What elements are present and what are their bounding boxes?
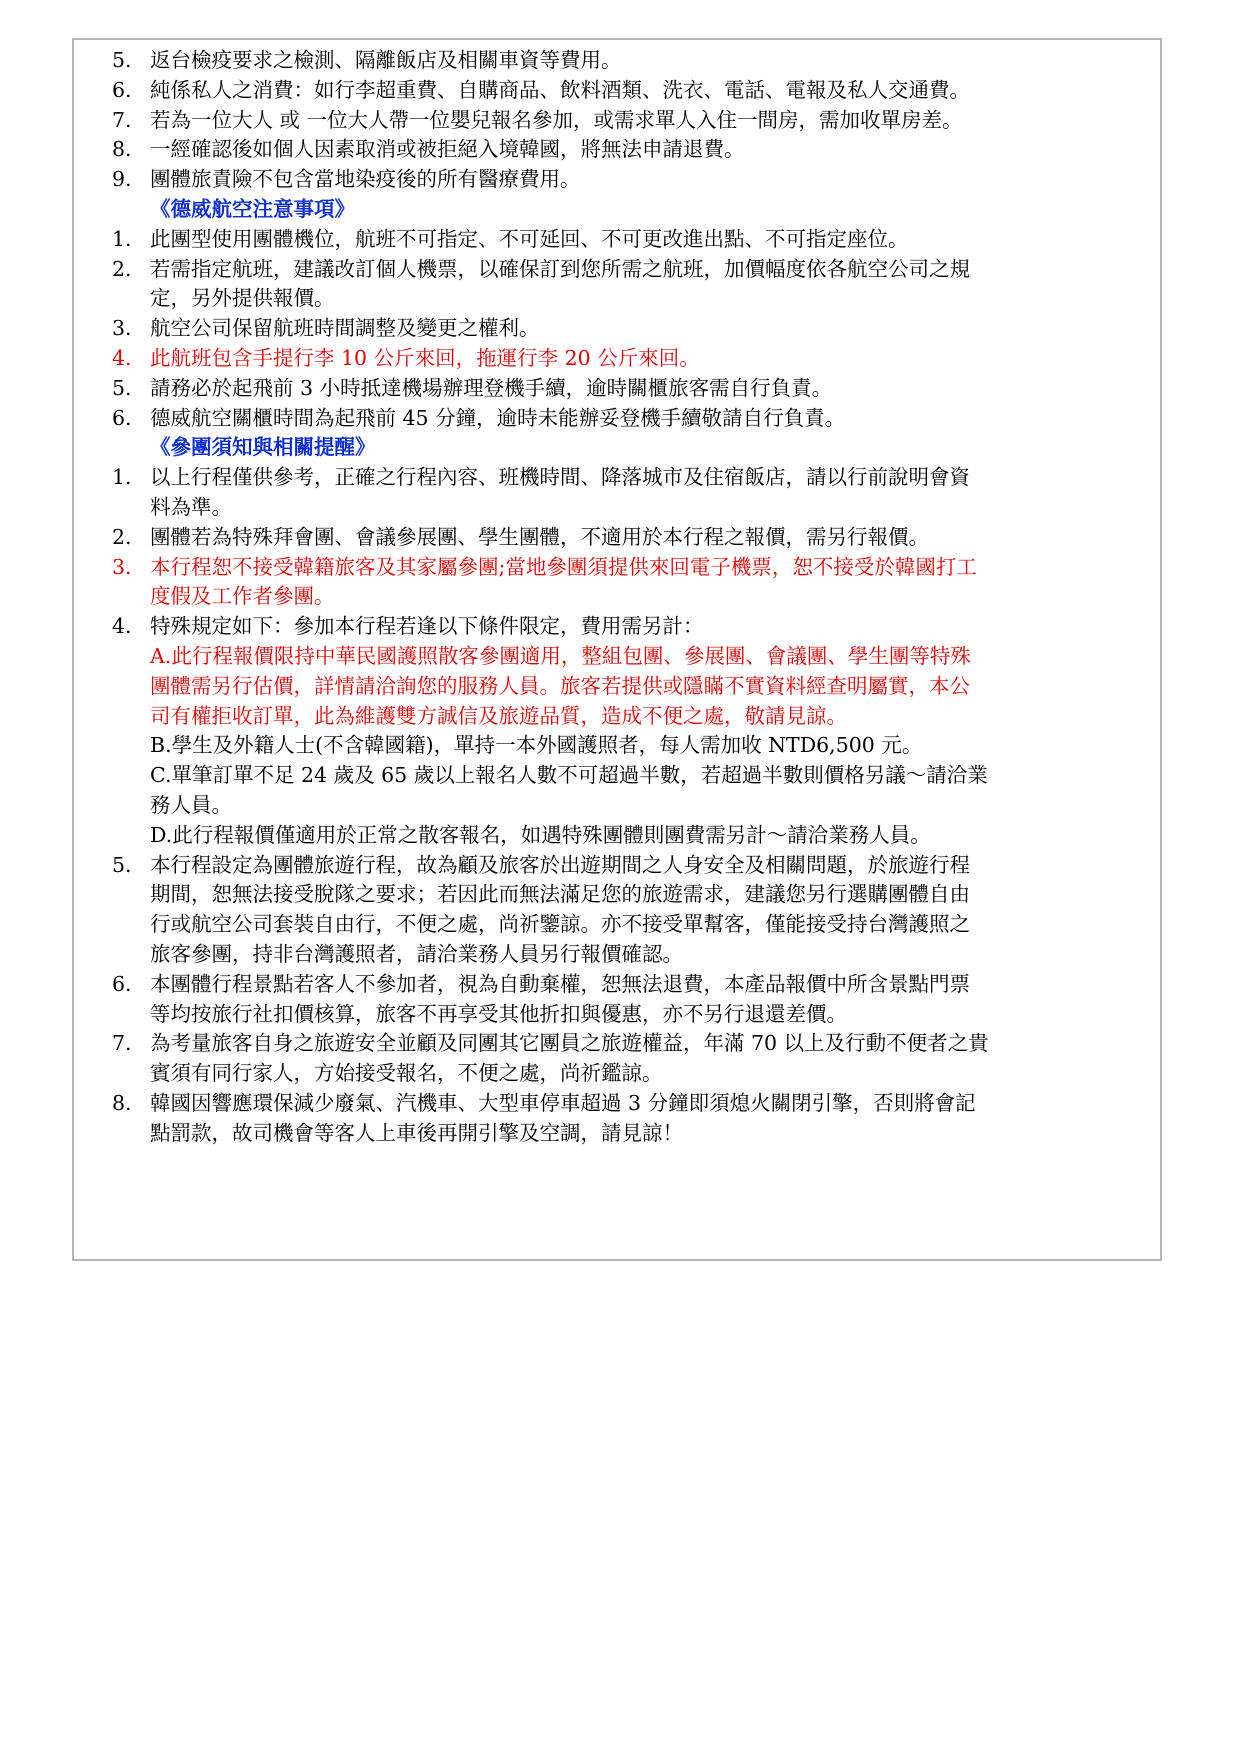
- list-item: [74, 729, 1160, 761]
- item-number: 1.: [112, 465, 132, 490]
- item-text: 一經確認後如個人因素取消或被拒絕入境韓國，將無法申請退費。: [150, 137, 745, 162]
- item-number: 8.: [112, 1091, 132, 1115]
- item-number: 1.: [112, 226, 132, 251]
- item-number: 5.: [112, 375, 132, 400]
- item-text: 旅客參團，持非台灣護照者，請洽業務人員另行報價確認。: [150, 942, 683, 966]
- list-item: [74, 312, 1160, 344]
- list-item: [74, 998, 1160, 1030]
- item-text: 料為準。: [150, 495, 232, 519]
- item-text: 等均按旅行社扣價核算，旅客不再享受其他折扣與優惠，亦不另行退還差價。: [150, 1001, 847, 1026]
- item-text: 返台檢疫要求之檢測、隔離飯店及相關車資等費用。: [150, 48, 622, 72]
- item-text: 此團型使用團體機位，航班不可指定、不可延回、不可更改進出點、不可指定座位。: [150, 226, 909, 251]
- item-text: 《參團須知與相關提醒》: [150, 435, 376, 460]
- list-item: [74, 402, 1160, 434]
- list-item: [74, 1027, 1160, 1059]
- list-item: [74, 133, 1160, 165]
- item-number: 3.: [112, 554, 132, 579]
- item-text: 行或航空公司套裝自由行，不便之處，尚祈鑒諒。亦不接受單幫客，僅能接受持台灣護照之: [150, 912, 970, 937]
- list-item: [74, 878, 1160, 910]
- item-text: 韓國因響應環保減少廢氣、汽機車、大型車停車超過 3 分鐘即須熄火關閉引擎，否則將會記: [150, 1091, 976, 1115]
- list-item: [74, 968, 1160, 1000]
- item-text: 特殊規定如下：參加本行程若逢以下條件限定，費用需另計：: [150, 614, 704, 639]
- list-item: [74, 1117, 1160, 1149]
- list-item: [74, 342, 1160, 374]
- item-number: 4.: [112, 614, 132, 639]
- item-number: 2.: [112, 524, 132, 549]
- item-text: 本行程設定為團體旅遊行程，故為顧及旅客於出遊期間之人身安全及相關問題，於旅遊行程: [150, 852, 970, 877]
- item-text: 《德威航空注意事項》: [150, 197, 355, 221]
- list-item: [74, 282, 1160, 314]
- item-text: 點罰款，故司機會等客人上車後再開引擎及空調，請見諒！: [150, 1120, 683, 1145]
- notice-box: [72, 38, 1162, 1261]
- list-item: [74, 759, 1160, 791]
- item-text: B.學生及外籍人士(不含韓國籍)，單持一本外國護照者，每人需加收 NTD6,500 元。: [150, 733, 923, 758]
- list-item: [74, 163, 1160, 195]
- item-number: 5.: [112, 48, 132, 72]
- list-item: [74, 1087, 1160, 1119]
- list-item: [74, 1057, 1160, 1089]
- list-item: [74, 700, 1160, 732]
- list-item: [74, 521, 1160, 553]
- item-text: 請務必於起飛前 3 小時抵達機場辦理登機手續，逾時關櫃旅客需自行負責。: [150, 375, 833, 400]
- list-item: [74, 44, 1160, 76]
- list-item: [74, 938, 1160, 970]
- section-heading: [74, 193, 1160, 225]
- item-text: 度假及工作者參團。: [150, 584, 335, 609]
- item-number: 8.: [112, 137, 132, 162]
- list-item: [74, 908, 1160, 940]
- list-item: [74, 104, 1160, 136]
- list-item: [74, 253, 1160, 285]
- item-text: 本團體行程景點若客人不參加者，視為自動棄權，恕無法退費，本產品報價中所含景點門票: [150, 971, 970, 996]
- item-text: 此航班包含手提行李 10 公斤來回，拖運行李 20 公斤來回。: [150, 346, 700, 370]
- item-text: 賓須有同行家人，方始接受報名，不便之處，尚祈鑑諒。: [150, 1061, 663, 1086]
- item-text: 為考量旅客自身之旅遊安全並顧及同團其它團員之旅遊權益，年滿 70 以上及行動不便者之貴: [150, 1031, 989, 1056]
- list-item: [74, 491, 1160, 523]
- item-text: 若需指定航班，建議改訂個人機票，以確保訂到您所需之航班，加價幅度依各航空公司之規: [150, 256, 970, 281]
- item-text: C.單筆訂單不足 24 歲及 65 歲以上報名人數不可超過半數，若超過半數則價格另議～請洽業: [150, 763, 988, 788]
- item-text: 團體需另行估價，詳情請洽詢您的服務人員。旅客若提供或隱瞞不實資料經查明屬實，本公: [150, 673, 970, 698]
- item-text: D.此行程報價僅適用於正常之散客報名，如遇特殊團體則團費需另計～請洽業務人員。: [150, 822, 931, 847]
- item-number: 4.: [112, 346, 132, 370]
- item-text: 司有權拒收訂單，此為維護雙方誠信及旅遊品質，造成不便之處，敬請見諒。: [150, 703, 847, 728]
- item-number: 9.: [112, 167, 132, 192]
- item-number: 7.: [112, 107, 132, 132]
- item-number: 7.: [112, 1031, 132, 1056]
- item-number: 6.: [112, 77, 132, 102]
- item-number: 3.: [112, 316, 132, 341]
- item-text: A.此行程報價限持中華民國護照散客參團適用，整組包團、參展團、會議團、學生團等特殊: [150, 644, 971, 668]
- list-item: [74, 789, 1160, 821]
- item-number: 2.: [112, 256, 132, 281]
- item-text: 團體旅責險不包含當地染疫後的所有醫療費用。: [150, 167, 581, 192]
- item-text: 純係私人之消費：如行李超重費、自購商品、飲料酒類、洗衣、電話、電報及私人交通費。: [150, 77, 970, 102]
- item-number: 6.: [112, 971, 132, 996]
- list-item: [74, 610, 1160, 642]
- item-text: 期間，恕無法接受脫隊之要求；若因此而無法滿足您的旅遊需求，建議您另行選購團體自由: [150, 882, 970, 907]
- item-text: 以上行程僅供參考，正確之行程內容、班機時間、降落城市及住宿飯店，請以行前說明會資: [150, 465, 970, 490]
- item-text: 務人員。: [150, 793, 232, 817]
- list-item: [74, 640, 1160, 672]
- item-text: 本行程恕不接受韓籍旅客及其家屬參團;當地參團須提供來回電子機票，恕不接受於韓國打工: [150, 554, 977, 579]
- list-item: [74, 819, 1160, 851]
- item-text: 若為一位大人 或 一位大人帶一位嬰兒報名參加，或需求單人入住一間房，需加收單房差。: [150, 107, 963, 132]
- item-number: 5.: [112, 852, 132, 877]
- list-item: [74, 461, 1160, 493]
- list-item: [74, 74, 1160, 106]
- item-text: 航空公司保留航班時間調整及變更之權利。: [150, 316, 540, 341]
- item-text: 定，另外提供報價。: [150, 286, 335, 311]
- list-item: [74, 670, 1160, 702]
- list-item: [74, 372, 1160, 404]
- list-item: [74, 580, 1160, 612]
- section-heading: [74, 431, 1160, 463]
- item-text: 德威航空關櫃時間為起飛前 45 分鐘，逾時未能辦妥登機手續敬請自行負責。: [150, 405, 846, 430]
- list-item: [74, 223, 1160, 255]
- item-text: 團體若為特殊拜會團、會議參展團、學生團體，不適用於本行程之報價，需另行報價。: [150, 524, 929, 549]
- list-item: [74, 849, 1160, 881]
- list-item: [74, 551, 1160, 583]
- item-number: 6.: [112, 405, 132, 430]
